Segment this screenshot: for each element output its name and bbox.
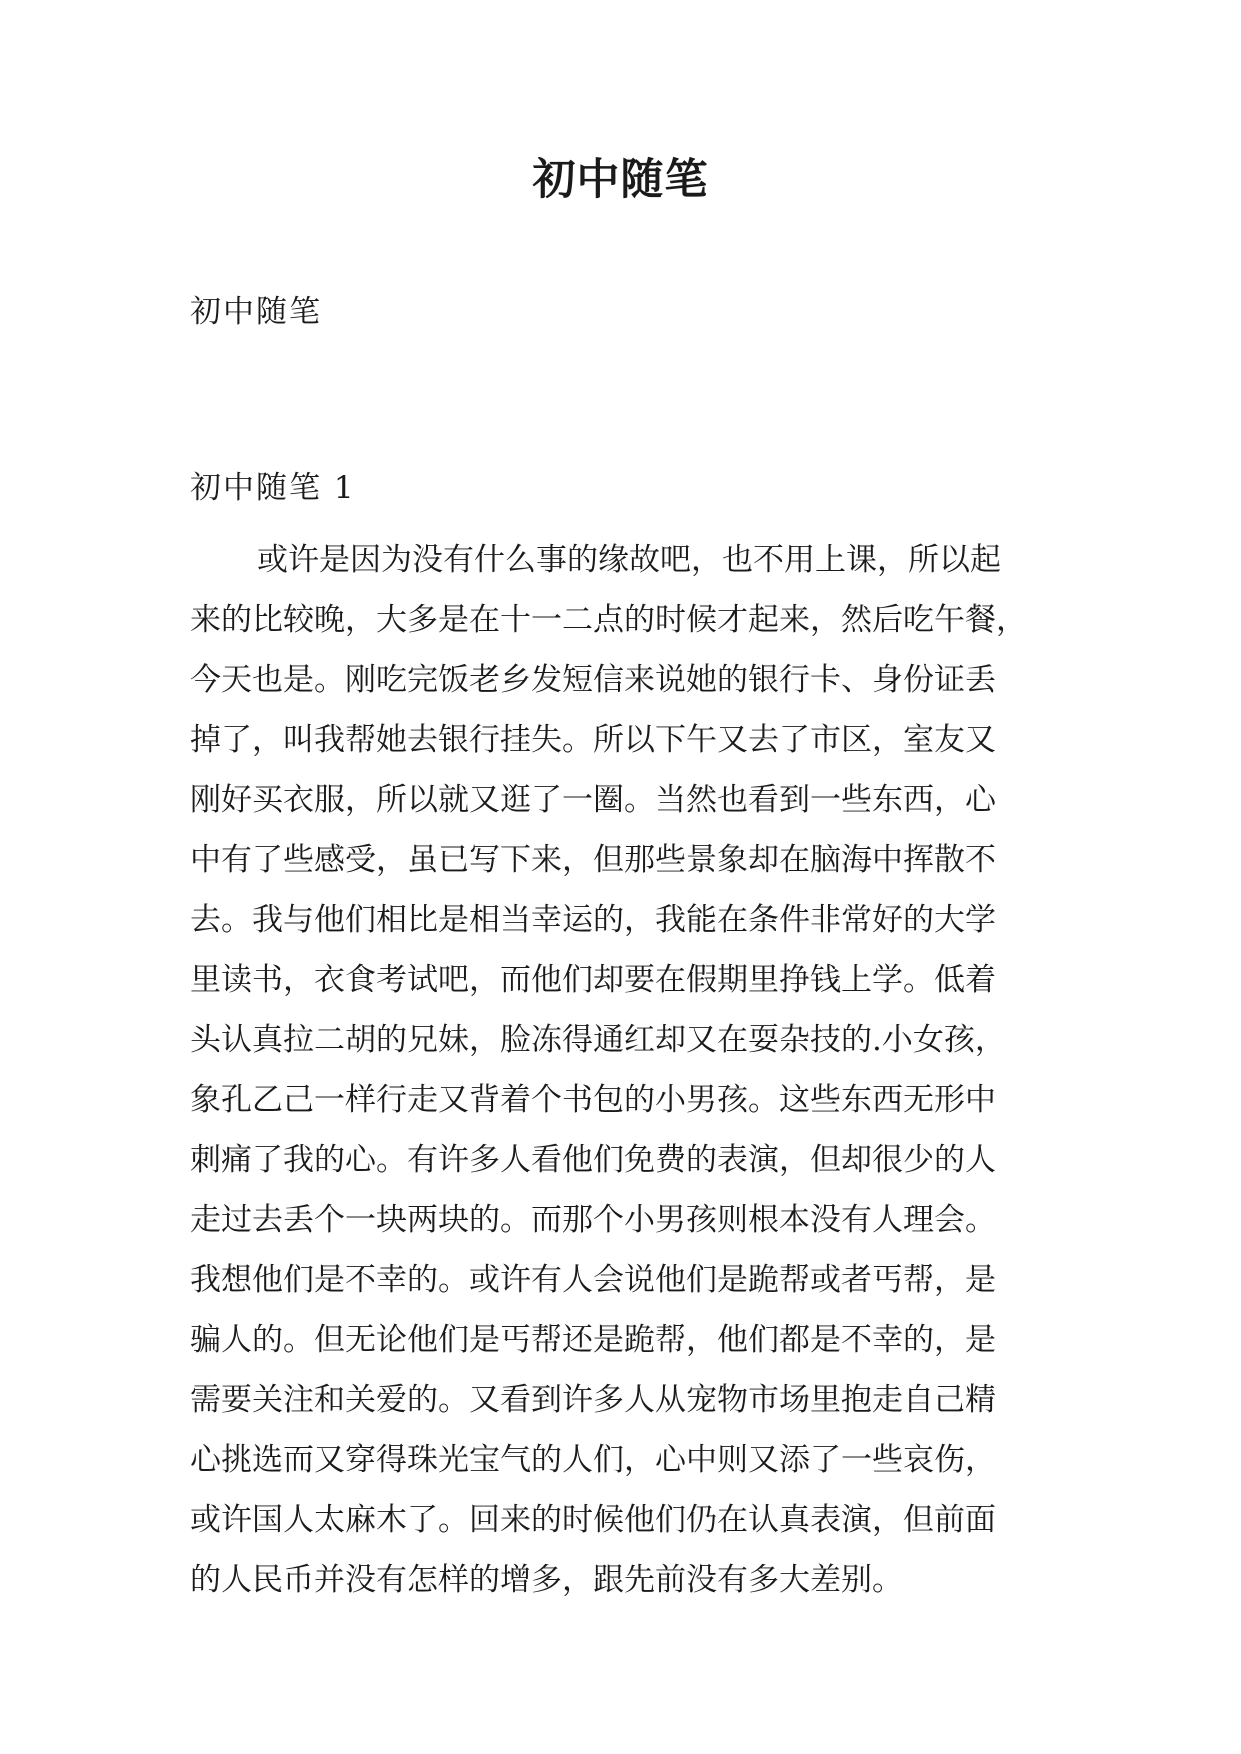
- paragraph-line: 象孔乙己一样行走又背着个书包的小男孩。这些东西无形中: [190, 1082, 996, 1118]
- paragraph-line: 里读书，衣食考试吧，而他们却要在假期里挣钱上学。低着: [190, 962, 996, 998]
- paragraph-line: 或许国人太麻木了。回来的时候他们仍在认真表演，但前面: [190, 1502, 996, 1538]
- paragraph-line: 刺痛了我的心。有许多人看他们免费的表演，但却很少的人: [190, 1142, 996, 1178]
- document-subtitle: 初中随笔: [190, 294, 322, 330]
- paragraph-line: 或许是因为没有什么事的缘故吧，也不用上课，所以起: [257, 542, 1001, 578]
- paragraph-line: 今天也是。刚吃完饭老乡发短信来说她的银行卡、身份证丢: [190, 662, 996, 698]
- body-paragraph: [190, 530, 1070, 1610]
- paragraph-line: 中有了些感受，虽已写下来，但那些景象却在脑海中挥散不: [190, 842, 996, 878]
- paragraph-line: 的人民币并没有怎样的增多，跟先前没有多大差别。: [190, 1562, 903, 1598]
- paragraph-line: 走过去丢个一块两块的。而那个小男孩则根本没有人理会。: [190, 1202, 996, 1238]
- paragraph-line: 掉了，叫我帮她去银行挂失。所以下午又去了市区，室友又: [190, 722, 996, 758]
- paragraph-line: 头认真拉二胡的兄妹，脸冻得通红却又在耍杂技的.小女孩，: [190, 1022, 1006, 1058]
- paragraph-line: 来的比较晚，大多是在十一二点的时候才起来，然后吃午餐，: [190, 602, 1027, 638]
- paragraph-line: 刚好买衣服，所以就又逛了一圈。当然也看到一些东西，心: [190, 782, 996, 818]
- paragraph-line: 去。我与他们相比是相当幸运的，我能在条件非常好的大学: [190, 902, 996, 938]
- paragraph-line: 需要关注和关爱的。又看到许多人从宠物市场里抱走自己精: [190, 1382, 996, 1418]
- paragraph-line: 心挑选而又穿得珠光宝气的人们，心中则又添了一些哀伤，: [190, 1442, 996, 1478]
- paragraph-line: 我想他们是不幸的。或许有人会说他们是跪帮或者丐帮，是: [190, 1262, 996, 1298]
- section-heading: 初中随笔 1: [190, 470, 356, 506]
- paragraph-line: 骗人的。但无论他们是丐帮还是跪帮，他们都是不幸的，是: [190, 1322, 996, 1358]
- document-title: 初中随笔: [532, 155, 709, 205]
